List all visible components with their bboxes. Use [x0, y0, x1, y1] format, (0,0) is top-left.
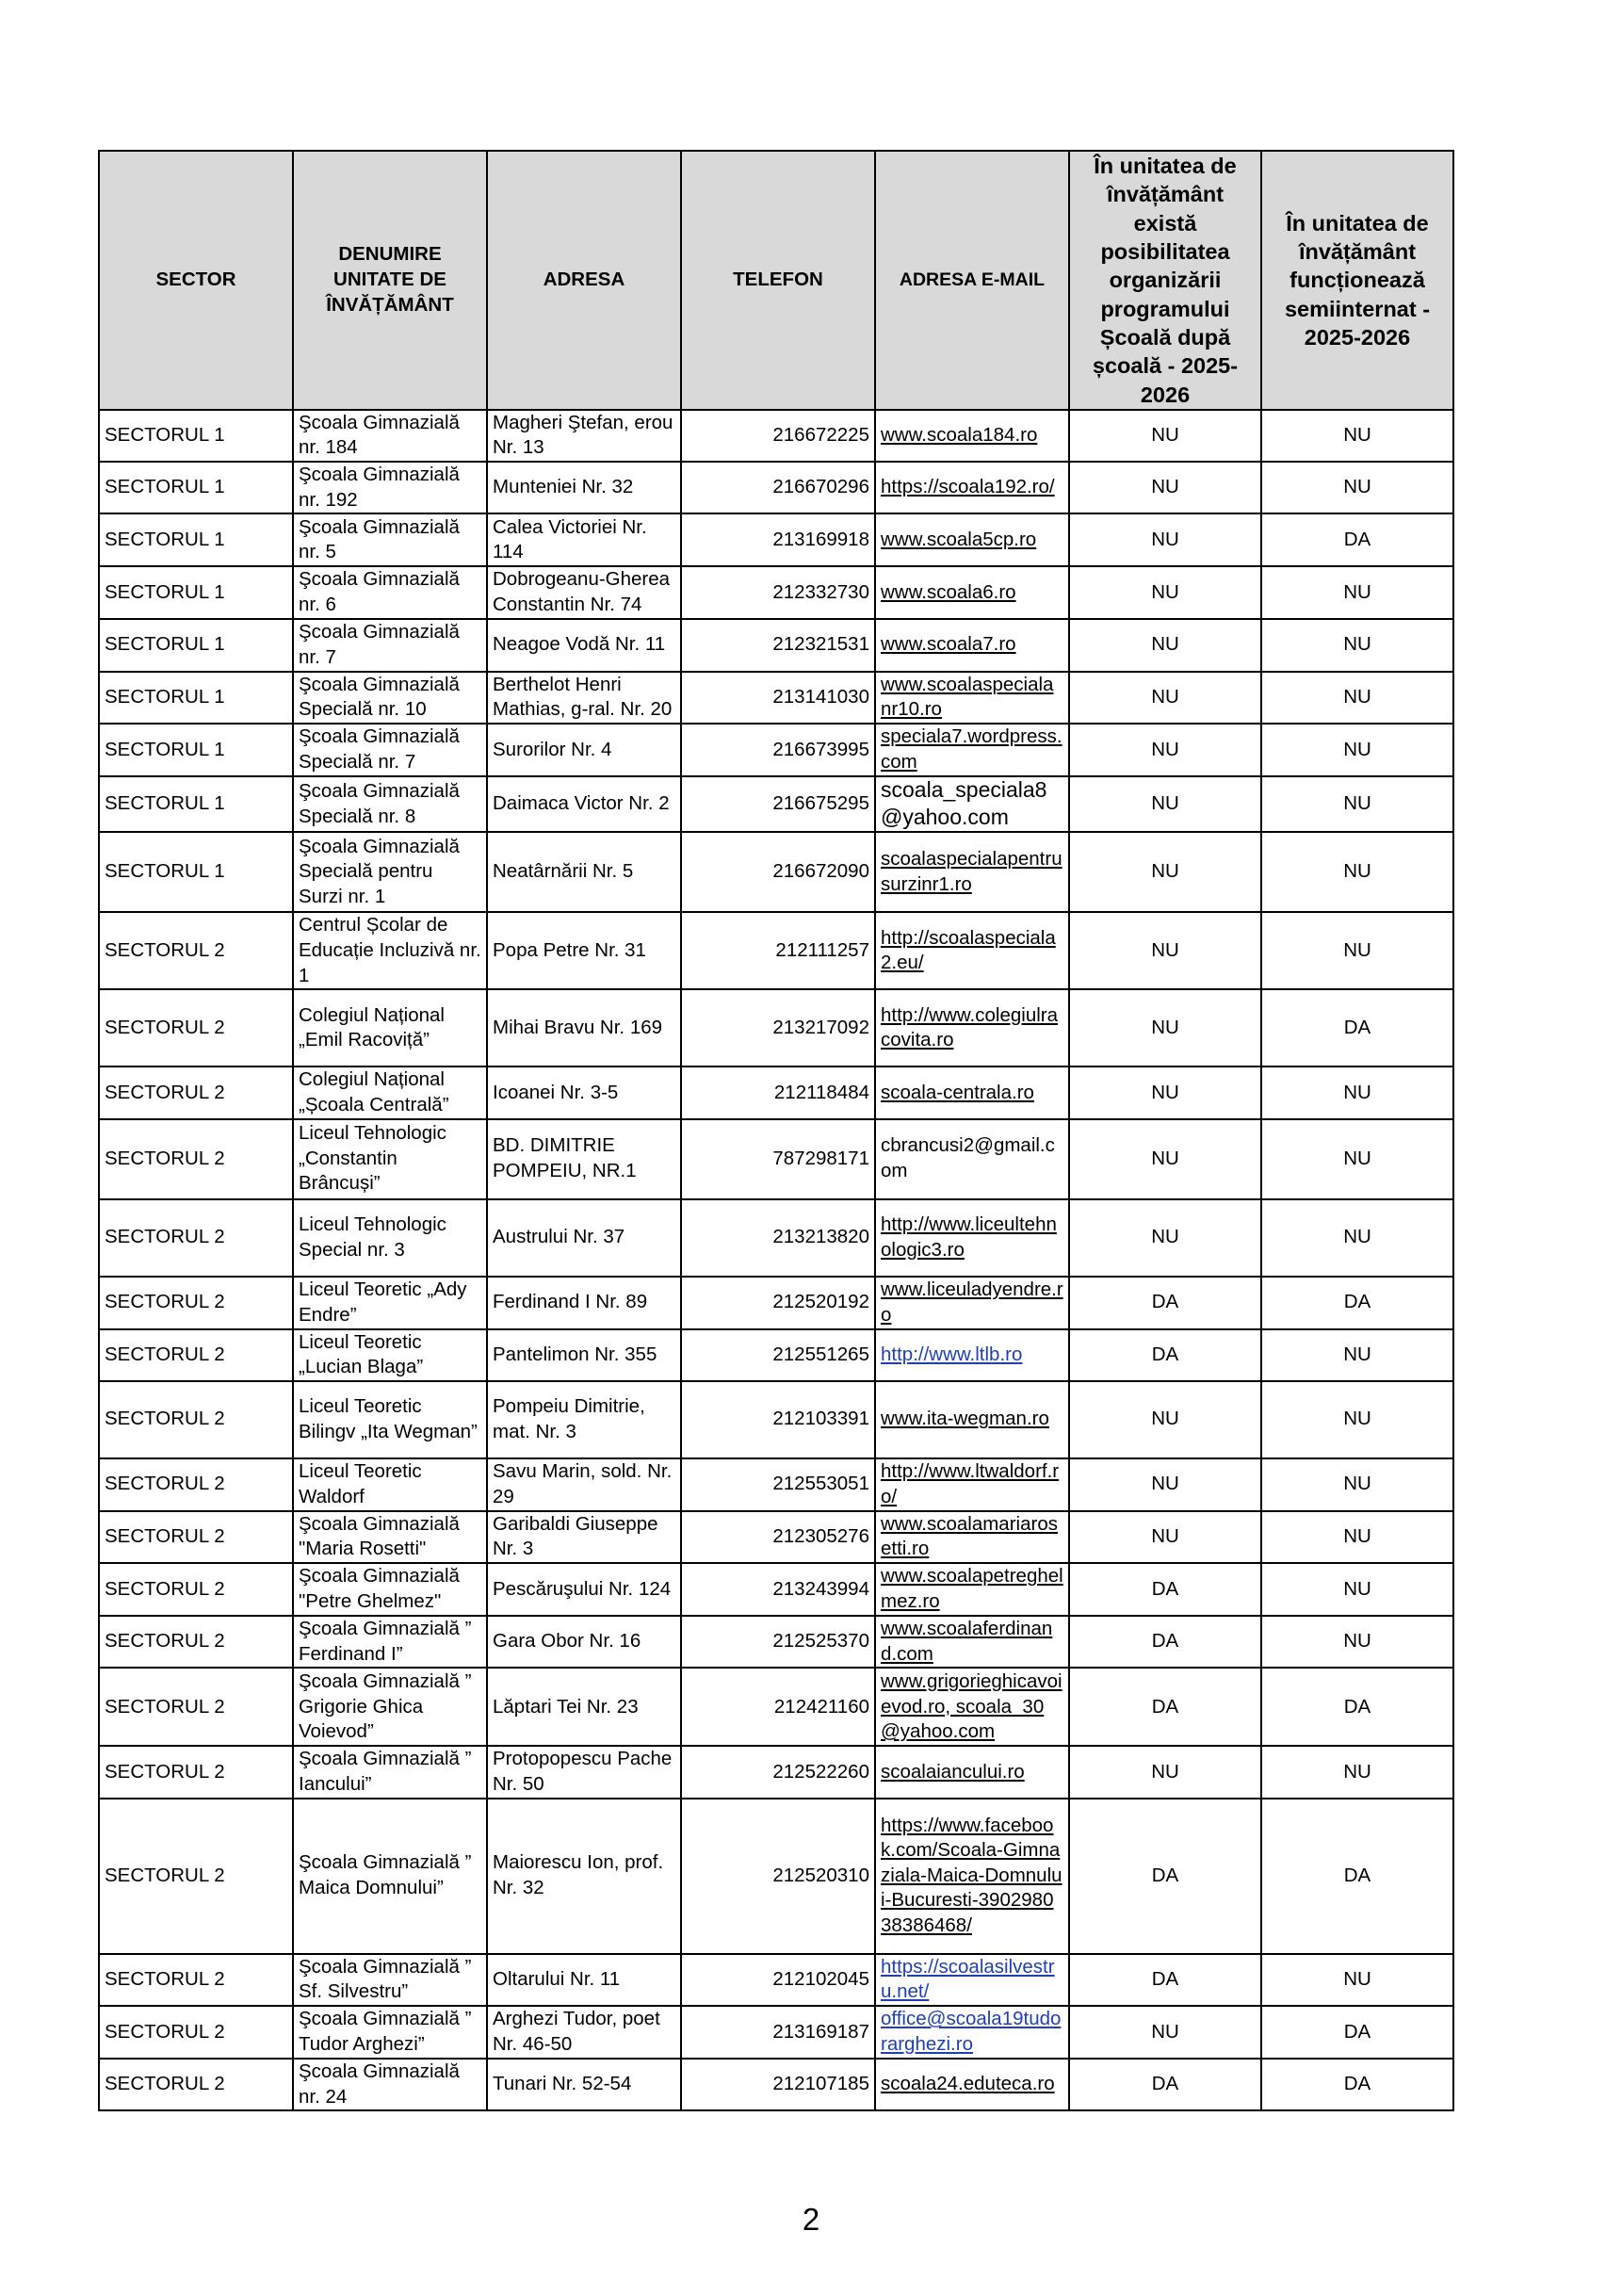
cell-sector: SECTORUL 2: [99, 1616, 293, 1668]
cell-school-name: Şcoala Gimnazială ” Maica Domnului”: [293, 1799, 487, 1954]
cell-after-school: NU: [1069, 410, 1261, 462]
cell-phone: 212111257: [681, 912, 875, 989]
cell-school-name: Şcoala Gimnazială nr. 6: [293, 566, 487, 618]
cell-after-school: NU: [1069, 989, 1261, 1067]
table-row: [99, 1119, 1453, 1199]
cell-sector: SECTORUL 2: [99, 1746, 293, 1798]
table-row: [99, 1381, 1453, 1458]
cell-school-name: Şcoala Gimnazială nr. 192: [293, 462, 487, 513]
email-link[interactable]: https://www.facebook.com/Scoala-Gimnaziala-Maica-Domnului-Bucuresti-390298038386468/: [881, 1814, 1062, 1937]
cell-address: Tunari Nr. 52-54: [487, 2059, 681, 2110]
cell-school-name: Liceul Tehnologic „Constantin Brâncuși”: [293, 1119, 487, 1199]
cell-phone: 212520310: [681, 1799, 875, 1954]
cell-phone: 213217092: [681, 989, 875, 1067]
cell-sector: SECTORUL 1: [99, 832, 293, 912]
cell-after-school: NU: [1069, 1119, 1261, 1199]
cell-email: [875, 513, 1069, 566]
cell-school-name: Liceul Teoretic Bilingv „Ita Wegman”: [293, 1381, 487, 1458]
cell-email: [875, 832, 1069, 912]
cell-school-name: Centrul Școlar de Educație Incluzivă nr. 1: [293, 912, 487, 989]
table-row: [99, 410, 1453, 462]
cell-semi-boarding: NU: [1261, 1119, 1453, 1199]
email-link[interactable]: scoalaspecialapentrusurzinr1.ro: [881, 848, 1062, 895]
cell-school-name: Şcoala Gimnazială ” Ferdinand I”: [293, 1616, 487, 1668]
header-after-school: [1069, 151, 1261, 410]
cell-after-school: NU: [1069, 724, 1261, 776]
cell-email: [875, 619, 1069, 672]
cell-address: Arghezi Tudor, poet Nr. 46-50: [487, 2006, 681, 2059]
cell-sector: SECTORUL 2: [99, 1511, 293, 1563]
cell-after-school: DA: [1069, 1563, 1261, 1616]
email-link[interactable]: www.scoalaferdinand.com: [881, 1618, 1053, 1665]
email-link[interactable]: www.scoala184.ro: [881, 424, 1038, 447]
cell-email: [875, 724, 1069, 776]
cell-address: Mihai Bravu Nr. 169: [487, 989, 681, 1067]
cell-semi-boarding: NU: [1261, 566, 1453, 618]
cell-school-name: Şcoala Gimnazială nr. 24: [293, 2059, 487, 2110]
table-row: [99, 513, 1453, 566]
cell-after-school: DA: [1069, 1799, 1261, 1954]
table-row: [99, 1199, 1453, 1277]
cell-phone: 212525370: [681, 1616, 875, 1668]
cell-phone: 212332730: [681, 566, 875, 618]
cell-after-school: DA: [1069, 1277, 1261, 1329]
email-link[interactable]: scoala24.eduteca.ro: [881, 2073, 1055, 2095]
email-link[interactable]: scoala-centrala.ro: [881, 1081, 1034, 1103]
email-link[interactable]: www.ita-wegman.ro: [881, 1408, 1049, 1430]
table-row: [99, 1329, 1453, 1381]
email-link[interactable]: http://scoalaspeciala2.eu/: [881, 926, 1056, 974]
cell-phone: 212103391: [681, 1381, 875, 1458]
cell-semi-boarding: NU: [1261, 1954, 1453, 2006]
cell-sector: SECTORUL 1: [99, 724, 293, 776]
cell-phone: 212522260: [681, 1746, 875, 1798]
cell-phone: 216675295: [681, 776, 875, 832]
header-semi-boarding-text: În unitatea de învățământ funcționează: [1286, 210, 1429, 293]
cell-sector: SECTORUL 2: [99, 2006, 293, 2059]
cell-semi-boarding: NU: [1261, 672, 1453, 724]
email-link[interactable]: office@scoala19tudorarghezi.ro: [881, 2008, 1062, 2055]
cell-phone: 212305276: [681, 1511, 875, 1563]
cell-phone: 213213820: [681, 1199, 875, 1277]
cell-address: Daimaca Victor Nr. 2: [487, 776, 681, 832]
cell-after-school: NU: [1069, 1199, 1261, 1277]
header-row: [99, 151, 1453, 410]
cell-address: Surorilor Nr. 4: [487, 724, 681, 776]
header-semi-boarding: [1261, 151, 1453, 410]
email-link[interactable]: scoala_speciala8@yahoo.com: [881, 776, 1047, 829]
cell-email: [875, 1799, 1069, 1954]
cell-sector: SECTORUL 2: [99, 1799, 293, 1954]
cell-phone: 216670296: [681, 462, 875, 513]
cell-school-name: Şcoala Gimnazială "Petre Ghelmez": [293, 1563, 487, 1616]
cell-semi-boarding: DA: [1261, 513, 1453, 566]
cell-address: Munteniei Nr. 32: [487, 462, 681, 513]
cell-semi-boarding: NU: [1261, 619, 1453, 672]
cell-phone: 212520192: [681, 1277, 875, 1329]
cell-semi-boarding: NU: [1261, 724, 1453, 776]
schools-table: [98, 150, 1454, 2111]
table-row: [99, 2059, 1453, 2110]
table-row: [99, 672, 1453, 724]
cell-after-school: DA: [1069, 1616, 1261, 1668]
cell-school-name: Şcoala Gimnazială ” Iancului”: [293, 1746, 487, 1798]
email-link[interactable]: http://www.liceultehnologic3.ro: [881, 1213, 1057, 1261]
cell-school-name: Şcoala Gimnazială ” Sf. Silvestru”: [293, 1954, 487, 2006]
cell-email: [875, 566, 1069, 618]
cell-email: [875, 1277, 1069, 1329]
email-link[interactable]: speciala7.wordpress.com: [881, 725, 1062, 773]
email-link[interactable]: scoalaiancului.ro: [881, 1760, 1025, 1783]
cell-semi-boarding: DA: [1261, 2006, 1453, 2059]
cell-email: [875, 776, 1069, 832]
table-row: [99, 619, 1453, 672]
cell-semi-boarding: NU: [1261, 1381, 1453, 1458]
cell-sector: SECTORUL 2: [99, 1067, 293, 1118]
cell-school-name: Şcoala Gimnazială Specială nr. 7: [293, 724, 487, 776]
table-row: [99, 989, 1453, 1067]
cell-sector: SECTORUL 2: [99, 2059, 293, 2110]
cell-after-school: NU: [1069, 513, 1261, 566]
cell-address: Garibaldi Giuseppe Nr. 3: [487, 1511, 681, 1563]
table-row: [99, 1277, 1453, 1329]
cell-address: Austrului Nr. 37: [487, 1199, 681, 1277]
cell-school-name: Şcoala Gimnazială ” Tudor Arghezi”: [293, 2006, 487, 2059]
cell-school-name: Şcoala Gimnazială ” Grigorie Ghica Voievod”: [293, 1668, 487, 1746]
cell-email: [875, 672, 1069, 724]
email-link[interactable]: www.scoalaspecialanr10.ro: [881, 673, 1054, 721]
cell-after-school: DA: [1069, 1329, 1261, 1381]
cell-address: Neatârnării Nr. 5: [487, 832, 681, 912]
cell-sector: SECTORUL 1: [99, 462, 293, 513]
cell-email: [875, 1199, 1069, 1277]
email-link[interactable]: cbrancusi2@gmail.com: [881, 1134, 1055, 1181]
cell-semi-boarding: NU: [1261, 1616, 1453, 1668]
cell-semi-boarding: DA: [1261, 2059, 1453, 2110]
cell-semi-boarding: NU: [1261, 776, 1453, 832]
cell-after-school: NU: [1069, 672, 1261, 724]
table-row: [99, 1746, 1453, 1798]
cell-after-school: NU: [1069, 1067, 1261, 1118]
cell-school-name: Şcoala Gimnazială nr. 5: [293, 513, 487, 566]
table-row: [99, 724, 1453, 776]
cell-phone: 213169918: [681, 513, 875, 566]
cell-phone: 213141030: [681, 672, 875, 724]
cell-phone: 212551265: [681, 1329, 875, 1381]
cell-phone: 212553051: [681, 1458, 875, 1511]
email-link[interactable]: www.liceuladyendre.ro: [881, 1278, 1063, 1326]
header-email: ADRESA E-MAIL: [875, 151, 1069, 410]
cell-semi-boarding: NU: [1261, 1458, 1453, 1511]
cell-semi-boarding: NU: [1261, 1329, 1453, 1381]
cell-email: [875, 1511, 1069, 1563]
cell-phone: 216672090: [681, 832, 875, 912]
cell-phone: 212118484: [681, 1067, 875, 1118]
cell-address: Calea Victoriei Nr. 114: [487, 513, 681, 566]
cell-email: [875, 912, 1069, 989]
page-number: 2: [802, 2202, 820, 2237]
email-link[interactable]: www.scoala5cp.ro: [881, 529, 1037, 551]
cell-address: Protopopescu Pache Nr. 50: [487, 1746, 681, 1798]
cell-after-school: NU: [1069, 1511, 1261, 1563]
cell-sector: SECTORUL 1: [99, 410, 293, 462]
cell-phone: 212321531: [681, 619, 875, 672]
cell-address: Ferdinand I Nr. 89: [487, 1277, 681, 1329]
cell-school-name: Şcoala Gimnazială "Maria Rosetti": [293, 1511, 487, 1563]
table-row: [99, 566, 1453, 618]
cell-semi-boarding: NU: [1261, 912, 1453, 989]
cell-email: [875, 2059, 1069, 2110]
cell-after-school: NU: [1069, 832, 1261, 912]
cell-email: [875, 1746, 1069, 1798]
cell-after-school: DA: [1069, 1954, 1261, 2006]
cell-email: [875, 989, 1069, 1067]
cell-email: [875, 1381, 1069, 1458]
cell-sector: SECTORUL 2: [99, 912, 293, 989]
cell-email: [875, 1458, 1069, 1511]
table-row: [99, 1799, 1453, 1954]
cell-address: Pantelimon Nr. 355: [487, 1329, 681, 1381]
cell-address: Icoanei Nr. 3-5: [487, 1067, 681, 1118]
cell-semi-boarding: NU: [1261, 410, 1453, 462]
cell-school-name: Colegiul Național „Emil Racoviță”: [293, 989, 487, 1067]
email-link[interactable]: https://scoalasilvestru.net/: [881, 1955, 1055, 2003]
header-phone: TELEFON: [681, 151, 875, 410]
cell-sector: SECTORUL 1: [99, 776, 293, 832]
cell-email: [875, 1668, 1069, 1746]
cell-after-school: NU: [1069, 566, 1261, 618]
cell-address: Neagoe Vodă Nr. 11: [487, 619, 681, 672]
table-row: [99, 1511, 1453, 1563]
cell-after-school: NU: [1069, 1746, 1261, 1798]
email-link[interactable]: http://www.ltwaldorf.ro/: [881, 1460, 1060, 1507]
cell-sector: SECTORUL 2: [99, 1277, 293, 1329]
cell-semi-boarding: DA: [1261, 989, 1453, 1067]
cell-semi-boarding: DA: [1261, 1668, 1453, 1746]
table-body: [99, 410, 1453, 2110]
cell-after-school: NU: [1069, 912, 1261, 989]
email-link[interactable]: www.scoalapetreghelmez.ro: [881, 1565, 1063, 1613]
cell-semi-boarding: DA: [1261, 1799, 1453, 1954]
cell-address: Popa Petre Nr. 31: [487, 912, 681, 989]
table-row: [99, 1458, 1453, 1511]
table-row: [99, 1954, 1453, 2006]
cell-sector: SECTORUL 2: [99, 989, 293, 1067]
cell-phone: 213169187: [681, 2006, 875, 2059]
cell-sector: SECTORUL 2: [99, 1563, 293, 1616]
cell-email: [875, 1067, 1069, 1118]
cell-sector: SECTORUL 1: [99, 566, 293, 618]
cell-school-name: Liceul Tehnologic Special nr. 3: [293, 1199, 487, 1277]
cell-address: Lăptari Tei Nr. 23: [487, 1668, 681, 1746]
cell-after-school: NU: [1069, 1458, 1261, 1511]
cell-address: Magheri Ştefan, erou Nr. 13: [487, 410, 681, 462]
cell-semi-boarding: NU: [1261, 1563, 1453, 1616]
header-address: ADRESA: [487, 151, 681, 410]
cell-address: Pescăruşului Nr. 124: [487, 1563, 681, 1616]
cell-phone: 787298171: [681, 1119, 875, 1199]
cell-school-name: Şcoala Gimnazială nr. 184: [293, 410, 487, 462]
email-link[interactable]: www.grigorieghicavoievod.ro, scoala_30@yahoo.com: [881, 1669, 1062, 1743]
cell-phone: 216672225: [681, 410, 875, 462]
cell-email: [875, 1119, 1069, 1199]
header-name: DENUMIRE UNITATE DE ÎNVĂȚĂMÂNT: [293, 151, 487, 410]
cell-email: [875, 2006, 1069, 2059]
email-link[interactable]: www.scoalamariarosetti.ro: [881, 1512, 1058, 1560]
cell-school-name: Liceul Teoretic „Lucian Blaga”: [293, 1329, 487, 1381]
table-row: [99, 776, 1453, 832]
email-link[interactable]: https://scoala192.ro/: [881, 476, 1055, 498]
cell-semi-boarding: NU: [1261, 462, 1453, 513]
header-sector: SECTOR: [99, 151, 293, 410]
cell-after-school: NU: [1069, 2006, 1261, 2059]
cell-sector: SECTORUL 1: [99, 619, 293, 672]
cell-sector: SECTORUL 2: [99, 1668, 293, 1746]
cell-address: Savu Marin, sold. Nr. 29: [487, 1458, 681, 1511]
cell-after-school: DA: [1069, 2059, 1261, 2110]
cell-address: BD. DIMITRIE POMPEIU, NR.1: [487, 1119, 681, 1199]
header-after-school-bold: Școală după școală - 2025-2026: [1092, 324, 1239, 407]
email-link[interactable]: http://www.ltlb.ro: [881, 1343, 1023, 1365]
cell-after-school: DA: [1069, 1668, 1261, 1746]
cell-after-school: NU: [1069, 619, 1261, 672]
cell-semi-boarding: NU: [1261, 1199, 1453, 1277]
header-semi-boarding-bold: semiinternat - 2025-2026: [1284, 296, 1431, 350]
table-row: [99, 1067, 1453, 1118]
cell-address: Gara Obor Nr. 16: [487, 1616, 681, 1668]
cell-after-school: NU: [1069, 776, 1261, 832]
cell-semi-boarding: NU: [1261, 1746, 1453, 1798]
cell-sector: SECTORUL 1: [99, 513, 293, 566]
cell-phone: 212421160: [681, 1668, 875, 1746]
cell-semi-boarding: NU: [1261, 1511, 1453, 1563]
table-row: [99, 1668, 1453, 1746]
cell-address: Pompeiu Dimitrie, mat. Nr. 3: [487, 1381, 681, 1458]
cell-email: [875, 462, 1069, 513]
cell-school-name: Colegiul Național „Școala Centrală”: [293, 1067, 487, 1118]
cell-sector: SECTORUL 2: [99, 1954, 293, 2006]
cell-sector: SECTORUL 2: [99, 1119, 293, 1199]
cell-after-school: NU: [1069, 1381, 1261, 1458]
cell-address: Dobrogeanu-Gherea Constantin Nr. 74: [487, 566, 681, 618]
table-row: [99, 1563, 1453, 1616]
cell-phone: 213243994: [681, 1563, 875, 1616]
cell-email: [875, 1616, 1069, 1668]
cell-school-name: Şcoala Gimnazială Specială nr. 8: [293, 776, 487, 832]
header-after-school-text: În unitatea de învățământ există posibilitatea organizării programului: [1094, 154, 1237, 321]
cell-address: Maiorescu Ion, prof. Nr. 32: [487, 1799, 681, 1954]
cell-sector: SECTORUL 2: [99, 1458, 293, 1511]
cell-semi-boarding: NU: [1261, 832, 1453, 912]
table-row: [99, 2006, 1453, 2059]
cell-school-name: Şcoala Gimnazială Specială nr. 10: [293, 672, 487, 724]
cell-email: [875, 410, 1069, 462]
table-row: [99, 1616, 1453, 1668]
cell-after-school: NU: [1069, 462, 1261, 513]
email-link[interactable]: www.scoala6.ro: [881, 580, 1016, 603]
cell-address: Berthelot Henri Mathias, g-ral. Nr. 20: [487, 672, 681, 724]
cell-school-name: Liceul Teoretic „Ady Endre”: [293, 1277, 487, 1329]
cell-address: Oltarului Nr. 11: [487, 1954, 681, 2006]
cell-school-name: Liceul Teoretic Waldorf: [293, 1458, 487, 1511]
cell-sector: SECTORUL 1: [99, 672, 293, 724]
table-row: [99, 912, 1453, 989]
cell-sector: SECTORUL 2: [99, 1199, 293, 1277]
cell-school-name: Şcoala Gimnazială nr. 7: [293, 619, 487, 672]
cell-email: [875, 1563, 1069, 1616]
cell-phone: 212107185: [681, 2059, 875, 2110]
email-link[interactable]: http://www.colegiulracovita.ro: [881, 1003, 1059, 1051]
cell-sector: SECTORUL 2: [99, 1329, 293, 1381]
cell-semi-boarding: NU: [1261, 1067, 1453, 1118]
table-row: [99, 832, 1453, 912]
cell-phone: 212102045: [681, 1954, 875, 2006]
cell-semi-boarding: DA: [1261, 1277, 1453, 1329]
email-link[interactable]: www.scoala7.ro: [881, 633, 1016, 656]
cell-phone: 216673995: [681, 724, 875, 776]
cell-sector: SECTORUL 2: [99, 1381, 293, 1458]
cell-email: [875, 1329, 1069, 1381]
table-row: [99, 462, 1453, 513]
cell-school-name: Şcoala Gimnazială Specială pentru Surzi nr. 1: [293, 832, 487, 912]
cell-email: [875, 1954, 1069, 2006]
